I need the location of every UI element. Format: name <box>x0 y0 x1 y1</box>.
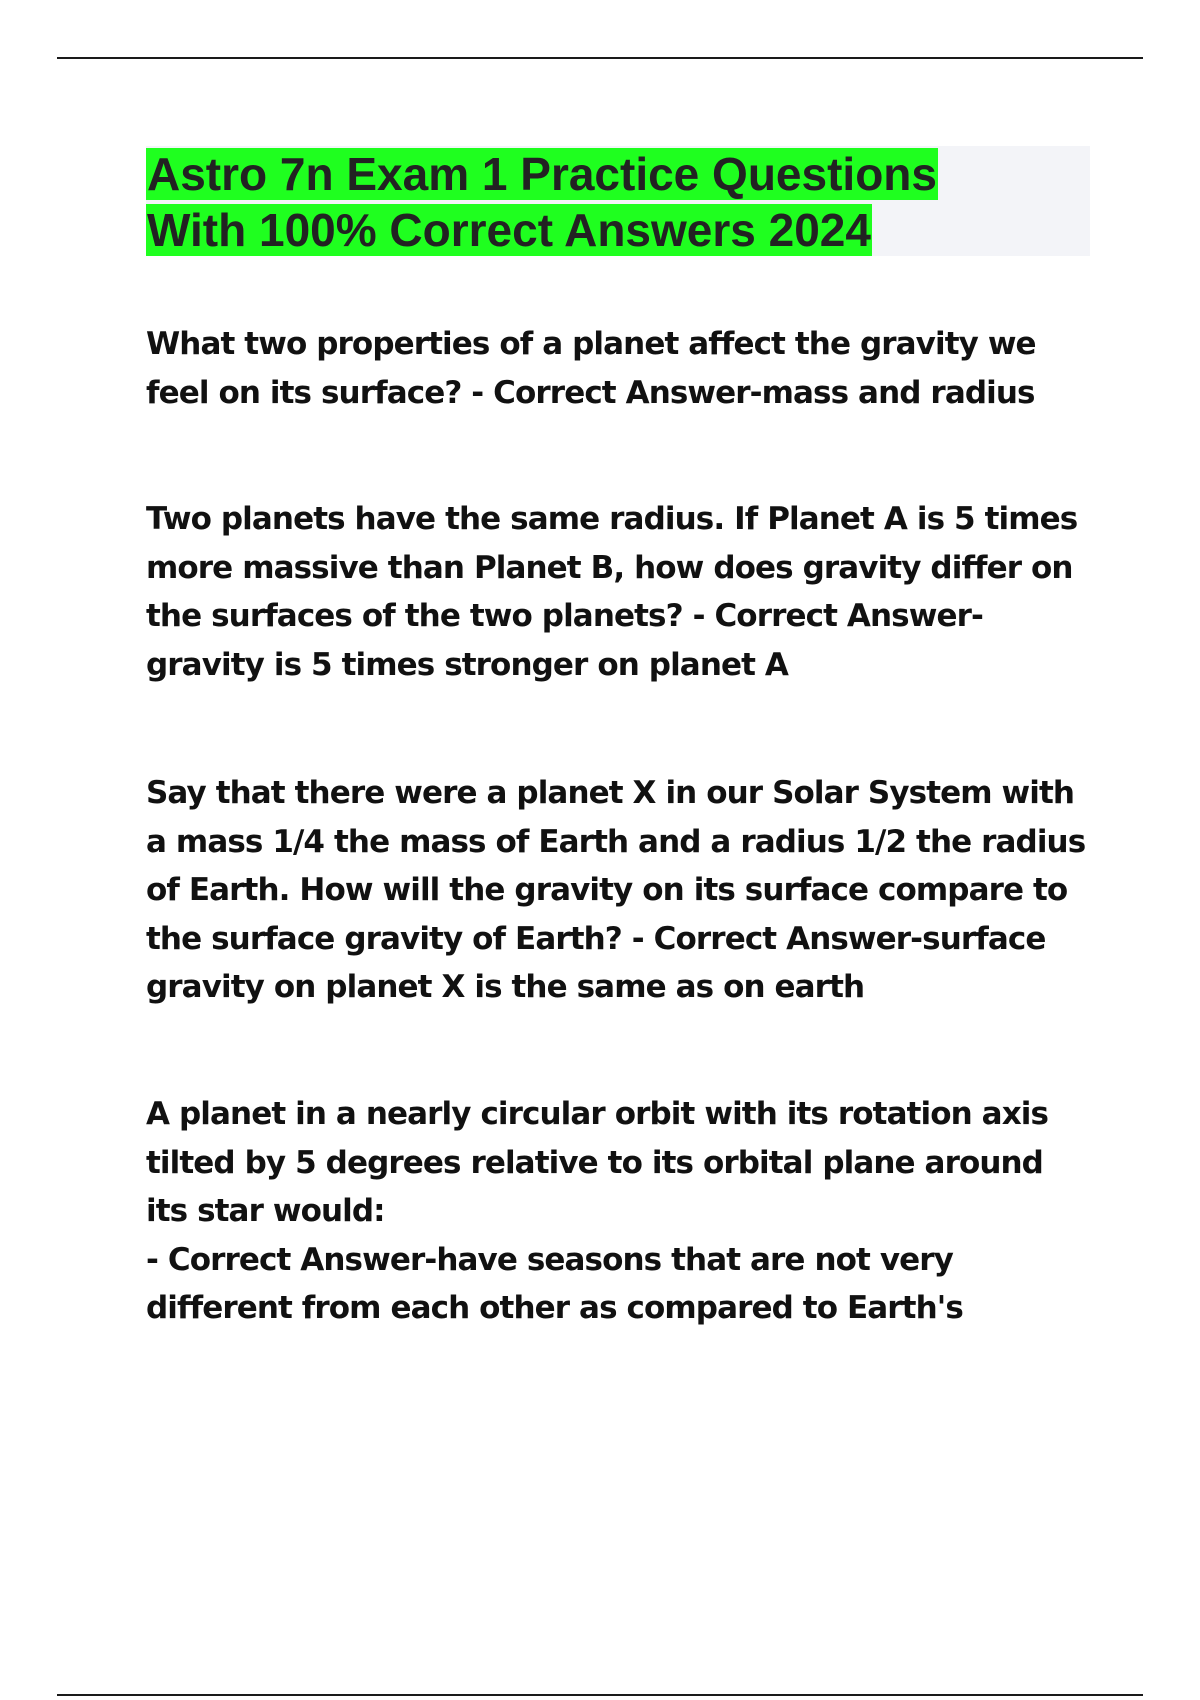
qa-item: What two properties of a planet affect the gravity we feel on its surface? - Correct Answer-mass and radius <box>146 326 1036 411</box>
question-text: Two planets have the same radius. If Planet A is 5 times more massive than Planet B, how does gravity differ on the surfaces of the two planets? <box>146 501 1078 634</box>
answer-label: Correct Answer- <box>714 598 983 634</box>
footer-rule <box>57 1694 1143 1696</box>
answer-text: surface gravity on planet X is the same as on earth <box>146 920 1046 1005</box>
answer-text: gravity is 5 times stronger on planet A <box>146 646 789 683</box>
answer-text: have seasons that are not very different from each other as compared to Earth's <box>146 1241 963 1326</box>
title-line-1: Astro 7n Exam 1 Practice Questions <box>147 148 937 200</box>
question-text: What two properties of a planet affect the gravity we feel on its surface? <box>146 326 1036 411</box>
qa-item: A planet in a nearly circular orbit with its rotation axis tilted by 5 degrees relative to its orbital plane around its star would: - Correct Answer-have seasons that are not very different from each other as compared to Earth's <box>146 1096 1049 1326</box>
question-text: Say that there were a planet X in our Solar System with a mass 1/4 the mass of Earth and a radius 1/2 the radius of Earth. How will the gravity on its surface compare to the surface gravity of Earth? <box>146 775 1086 957</box>
header-rule <box>57 57 1143 59</box>
answer-text: mass and radius <box>761 374 1035 411</box>
answer-label: Correct Answer- <box>167 1241 437 1278</box>
title-block <box>146 146 1090 256</box>
qa-item: Say that there were a planet X in our Solar System with a mass 1/4 the mass of Earth and a radius 1/2 the radius of Earth. How will the gravity on its surface compare to the surface gravity of Earth? - Correct Answer-surface gravity on planet X is the same as on earth <box>146 775 1086 1005</box>
qa-item: Two planets have the same radius. If Planet A is 5 times more massive than Planet B, how does gravity differ on the surfaces of the two planets? - Correct Answer-gravity is 5 times stronger on planet A <box>146 501 1078 683</box>
answer-label: Correct Answer- <box>653 920 923 957</box>
answer-label: Correct Answer- <box>493 374 762 411</box>
question-text: A planet in a nearly circular orbit with its rotation axis tilted by 5 degrees relative to its orbital plane around its star would: <box>146 1096 1049 1229</box>
title-line-2: With 100% Correct Answers 2024 <box>147 204 871 256</box>
page-title <box>146 146 1090 258</box>
